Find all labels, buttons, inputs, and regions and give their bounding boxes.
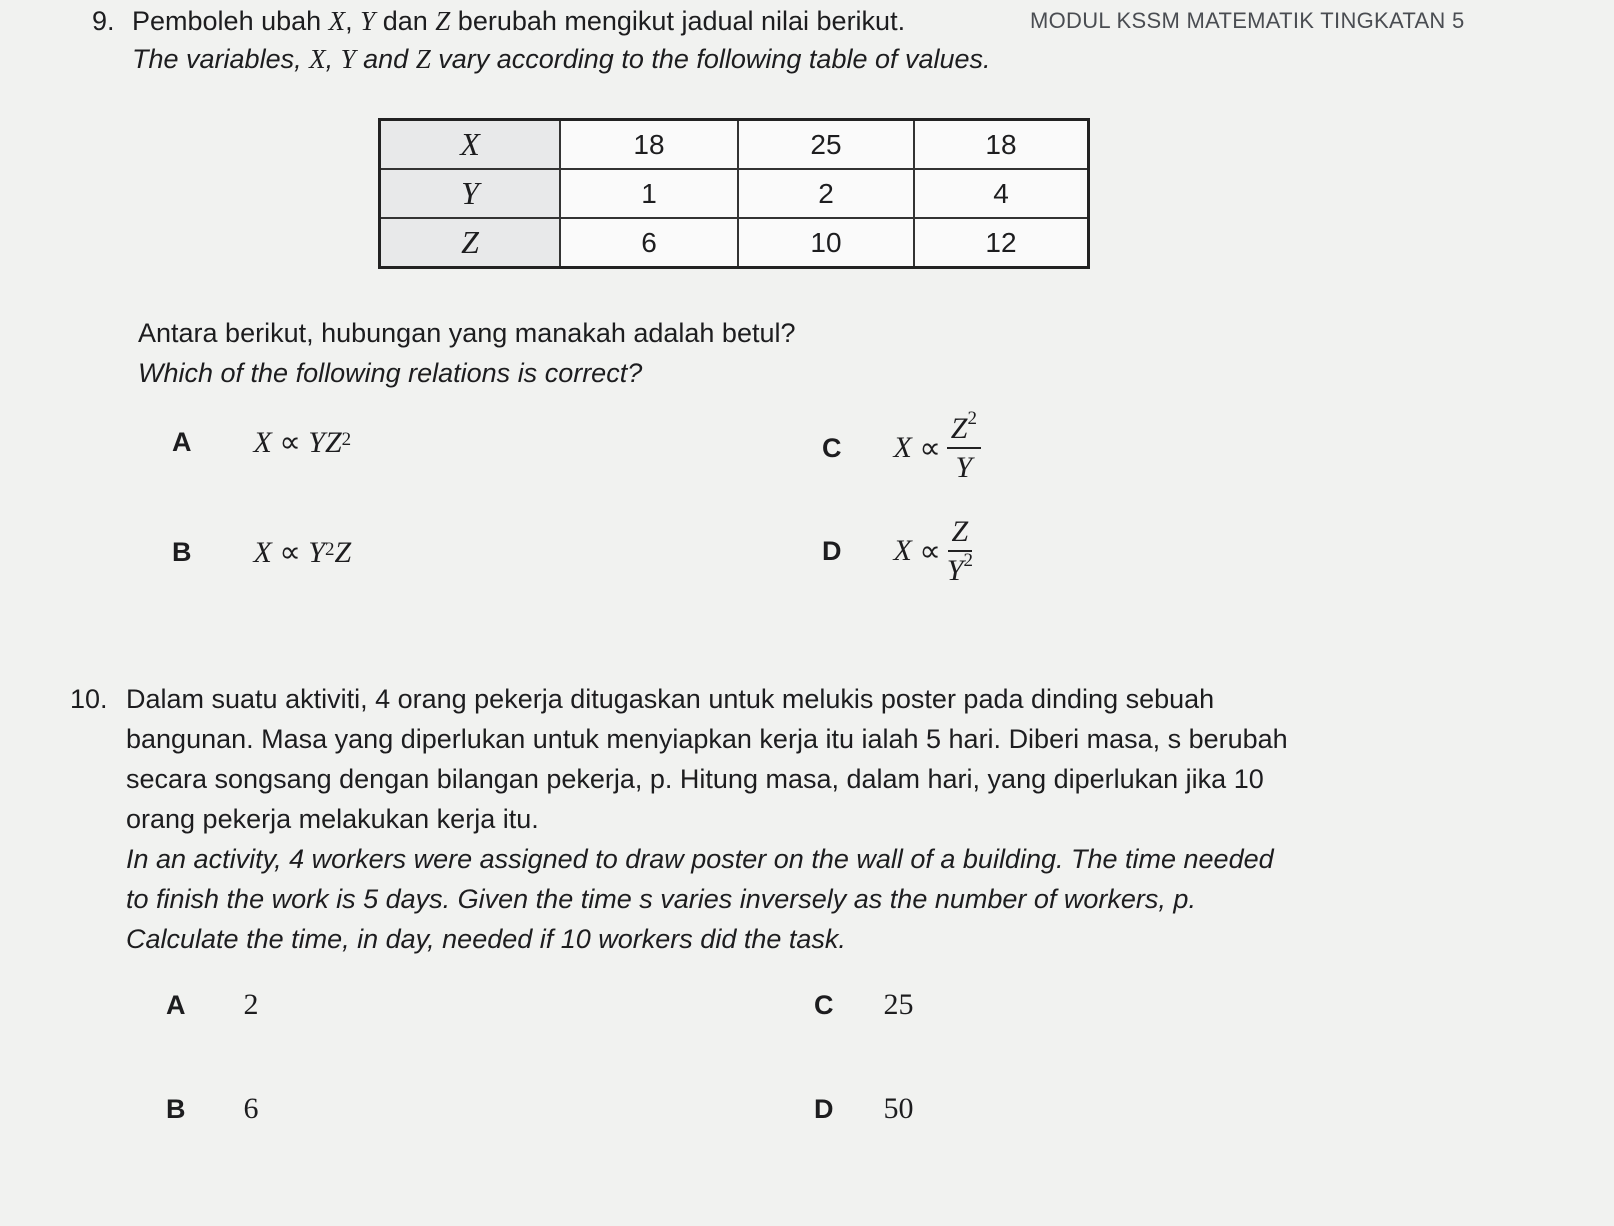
table-row-z [380, 218, 1089, 268]
row-label-y: Y [380, 169, 561, 218]
q10-option-d[interactable] [814, 1092, 914, 1126]
q10-text-en-line: to finish the work is 5 days. Given the time s varies inversely as the number of workers, p. [126, 884, 1196, 914]
module-header [1030, 8, 1465, 34]
q9-question-en: Which of the following relations is correct? [138, 358, 643, 388]
table-cell: 18 [560, 120, 738, 170]
q9-option-b[interactable] [172, 535, 351, 570]
relation-expression: X ∝ Y $^2$ Z [253, 535, 352, 569]
relation-expression: X ∝ $\frac{Z^2}{Y}$ [894, 412, 981, 484]
table-cell: 12 [914, 218, 1089, 268]
table-cell: 6 [560, 218, 738, 268]
table-cell: 18 [914, 120, 1089, 170]
fraction: $\frac{Z}{Y^2}$ [946, 515, 973, 587]
option-letter: D [822, 535, 842, 566]
q9-option-c[interactable] [822, 408, 981, 484]
row-label-z: Z [380, 218, 561, 268]
q9-option-a[interactable] [172, 425, 351, 460]
option-letter: C [822, 432, 842, 463]
option-value: 2 [243, 988, 259, 1021]
q9-text-ms: Pemboleh ubah X, Y dan Z berubah mengikut jadual nilai berikut. [132, 6, 906, 36]
q9-number: 9. [92, 6, 115, 36]
option-letter: A [172, 427, 192, 457]
header-title: MODUL KSSM MATEMATIK TINGKATAN 5 [1030, 8, 1465, 33]
option-value: 50 [883, 1092, 914, 1125]
table-cell: 1 [560, 169, 738, 218]
q10-text-ms-line: bangunan. Masa yang diperlukan untuk menyiapkan kerja itu ialah 5 hari. Diberi masa, s berubah [126, 724, 1288, 754]
table-row-y [380, 169, 1089, 218]
option-value: 25 [883, 988, 914, 1021]
q10-option-b[interactable] [166, 1092, 259, 1126]
q10-option-c[interactable] [814, 988, 914, 1022]
table-cell: 25 [738, 120, 914, 170]
table-cell: 4 [914, 169, 1089, 218]
q9-question-ms: Antara berikut, hubungan yang manakah adalah betul? [138, 318, 796, 348]
values-table [378, 118, 1090, 269]
q10-option-a[interactable] [166, 988, 259, 1022]
q10-number: 10. [70, 684, 108, 714]
relation-expression: X ∝ $\frac{Z}{Y^2}$ [893, 515, 973, 587]
q10-text-ms-line: orang pekerja melakukan kerja itu. [126, 804, 539, 834]
table-cell: 2 [738, 169, 914, 218]
fraction: $\frac{Z^2}{Y}$ [947, 412, 981, 484]
relation-expression: X ∝ Y Z $^2$ [253, 425, 352, 459]
q10-text-en-line: Calculate the time, in day, needed if 10 workers did the task. [126, 924, 846, 954]
q9-option-d[interactable] [822, 515, 973, 587]
q10-text-en-line: In an activity, 4 workers were assigned to draw poster on the wall of a building. The time needed [126, 844, 1274, 874]
table-cell: 10 [738, 218, 914, 268]
option-letter: B [166, 1093, 186, 1124]
table-row-x [380, 120, 1089, 170]
option-letter: D [814, 1093, 834, 1124]
option-value: 6 [243, 1092, 259, 1125]
option-letter: A [166, 989, 186, 1020]
option-letter: B [172, 537, 192, 567]
q10-text-ms-line: secara songsang dengan bilangan pekerja, p. Hitung masa, dalam hari, yang diperlukan jika 10 [126, 764, 1264, 794]
q10-text-ms-line: Dalam suatu aktiviti, 4 orang pekerja ditugaskan untuk melukis poster pada dinding sebuah [126, 684, 1215, 714]
row-label-x: X [380, 120, 561, 170]
option-letter: C [814, 989, 834, 1020]
q9-text-en: The variables, X, Y and Z vary according to the following table of values. [132, 44, 991, 74]
